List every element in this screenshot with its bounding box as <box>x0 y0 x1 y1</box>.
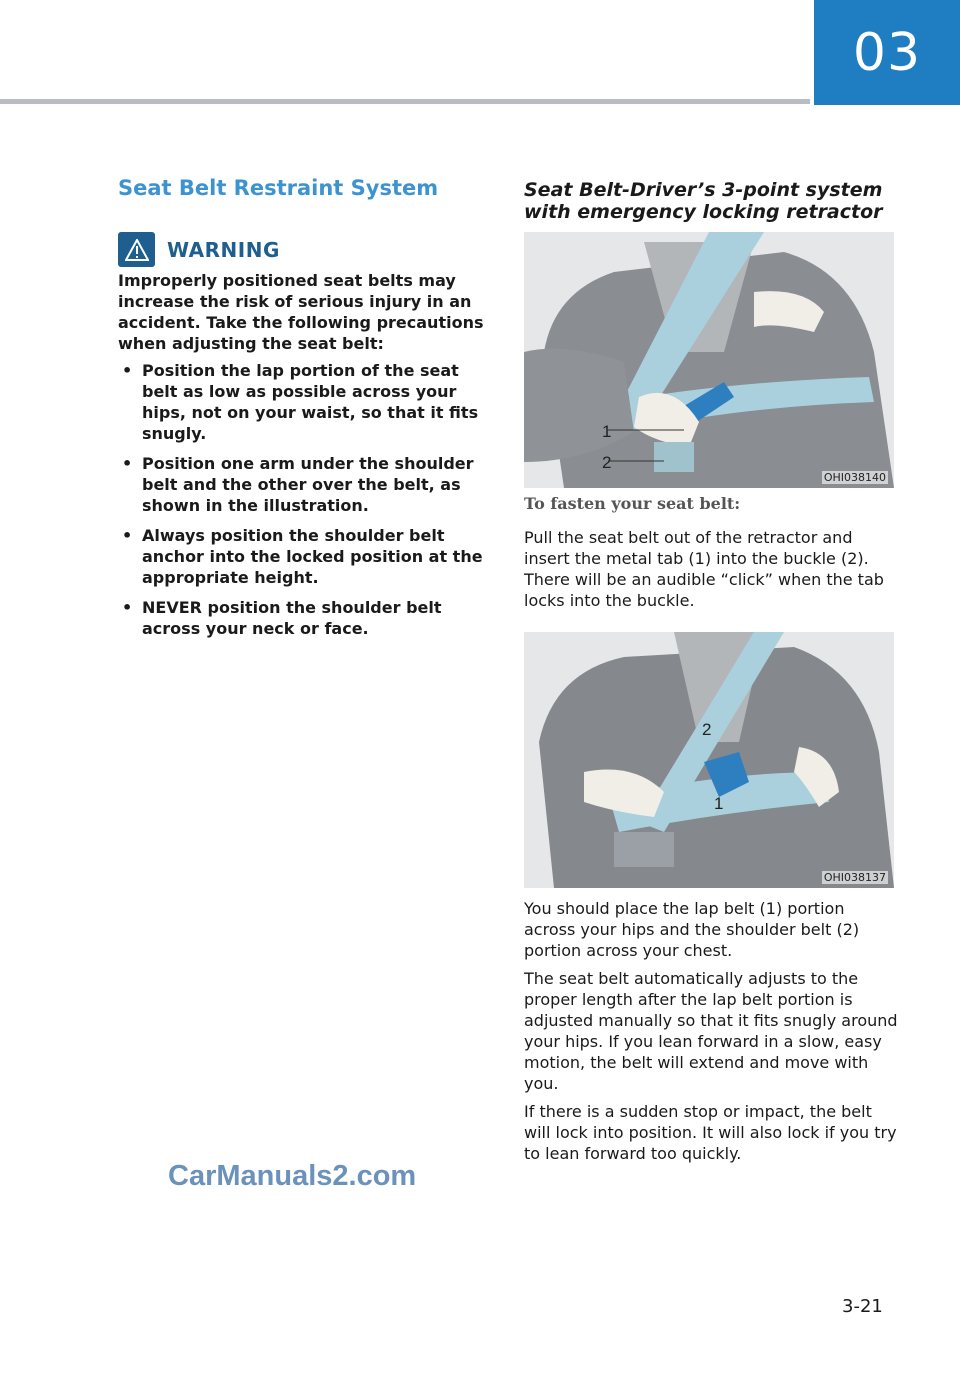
header-rule <box>0 99 810 104</box>
paragraph: The seat belt automatically adjusts to the proper length after the lap belt portion is adjusted manually so that it fits snugly around your hips. If you lean forward in a slow, easy motion, the belt will extend and move with you. <box>524 969 898 1093</box>
warning-triangle-icon <box>118 232 155 267</box>
figure2-code: OHI038137 <box>823 871 886 884</box>
section-title: Seat Belt Restraint System <box>118 176 439 200</box>
right-title-line-2: with emergency locking retractor <box>524 201 883 223</box>
paragraph: You should place the lap belt (1) portion across your hips and the shoulder belt (2) portion across your chest. <box>524 899 860 960</box>
warning-bullet: • Position the lap portion of the seat belt as low as possible across your hips, not on your waist, so that it fits snugly. <box>118 360 498 444</box>
warning-list <box>118 360 498 639</box>
fasten-subhead: To fasten your seat belt: <box>524 494 741 513</box>
warning-intro: Improperly positioned seat belts may increase the risk of serious injury in an accident. Take the following precautions when adjusting the seat belt: <box>118 271 484 353</box>
paragraph: If there is a sudden stop or impact, the belt will lock into position. It will also lock if you try to lean forward too quickly. <box>524 1102 897 1163</box>
seat-belt-fastening-illustration <box>524 232 894 488</box>
warning-header <box>118 232 280 267</box>
seat-belt-position-illustration <box>524 632 894 888</box>
warning-bullet: • Always position the shoulder belt anchor into the locked position at the appropriate height. <box>118 525 498 588</box>
warning-body <box>118 270 498 648</box>
figure1-label-1: 1 <box>602 422 612 441</box>
fasten-instructions <box>524 527 900 618</box>
page-number: 3-21 <box>842 1296 883 1317</box>
paragraph: Pull the seat belt out of the retractor and insert the metal tab (1) into the buckle (2). There will be an audible “click” when the tab locks into the buckle. <box>524 528 884 610</box>
figure2-label-1: 1 <box>714 794 724 813</box>
figure1-code: OHI038140 <box>823 471 886 484</box>
right-section-title <box>524 179 904 223</box>
figure1-label-2: 2 <box>602 453 612 472</box>
right-title-line-1: Seat Belt-Driver’s 3-point system <box>524 179 883 201</box>
warning-bullet: • NEVER position the shoulder belt across your neck or face. <box>118 597 498 639</box>
figure2-label-2: 2 <box>702 720 712 739</box>
watermark: CarManuals2.com <box>168 1160 417 1192</box>
chapter-tab <box>814 0 960 105</box>
chapter-number: 03 <box>852 22 922 83</box>
warning-label: WARNING <box>167 237 280 262</box>
warning-bullet: • Position one arm under the shoulder belt and the other over the belt, as shown in the illustration. <box>118 453 498 516</box>
belt-position-description <box>524 898 900 1171</box>
